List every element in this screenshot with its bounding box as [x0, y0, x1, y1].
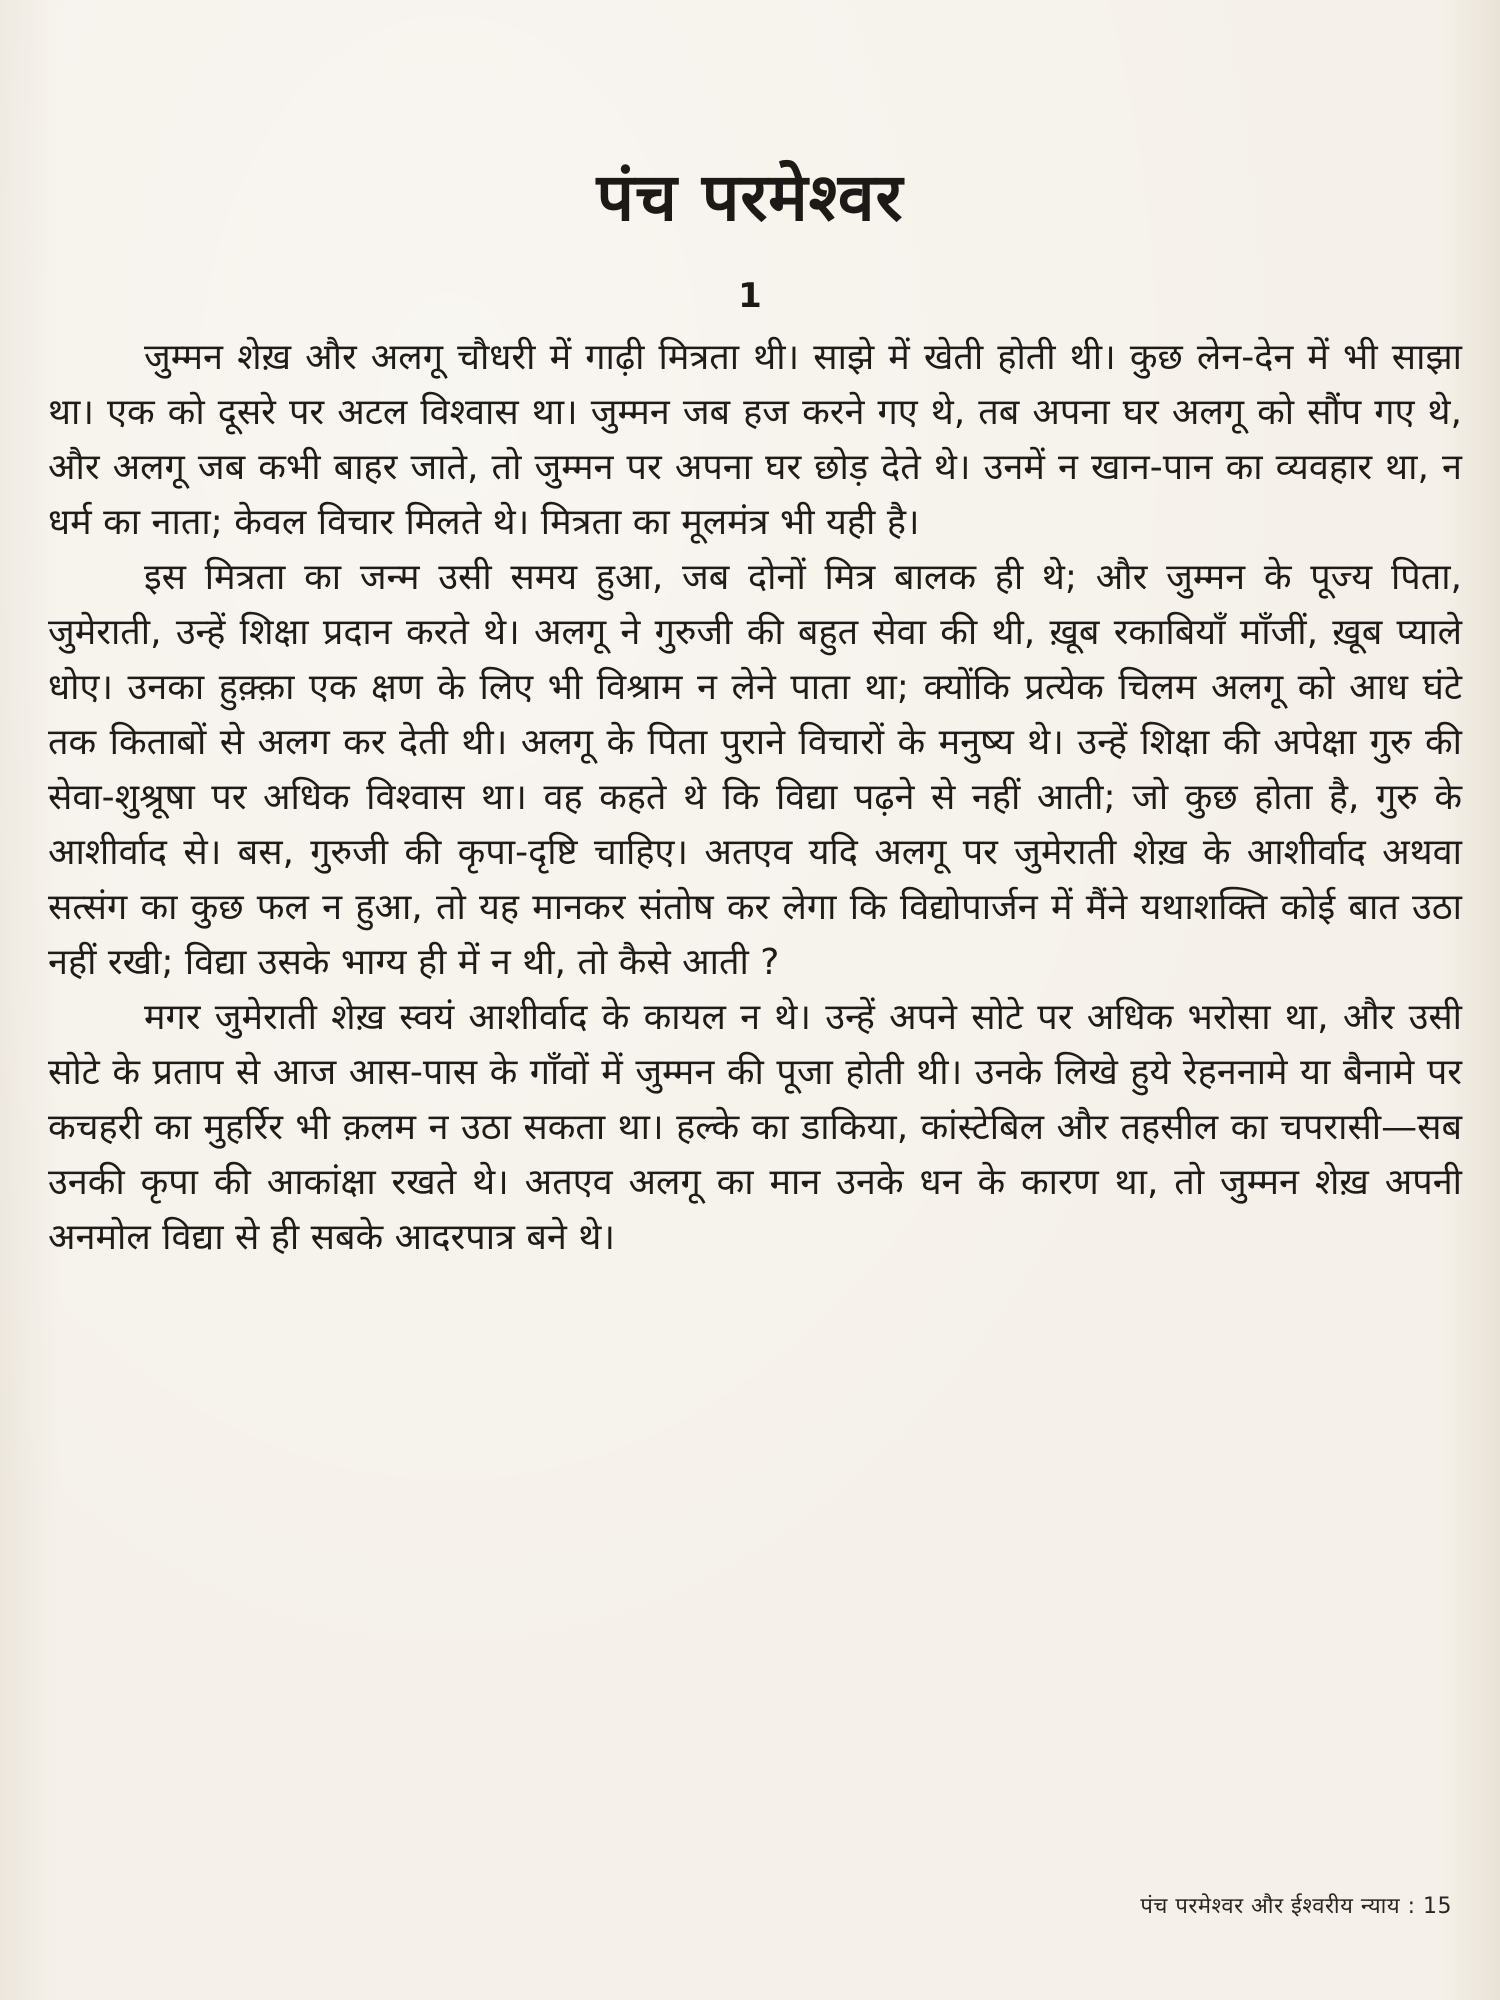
page-title: पंच परमेश्वर: [596, 159, 904, 236]
paragraph-3: मगर जुमेराती शेख़ स्वयं आशीर्वाद के कायल न थे। उन्हें अपने सोटे पर अधिक भरोसा था, और उसी सोटे के प्रताप से आज आस-पास के गाँवों में जुम्मन की पूजा होती थी। उनके लिखे हुये रेहननामे या बैनामे पर कचहरी का मुहर्रिर भी क़लम न उठा सकता था। हल्के का डाकिया, कांस्टेबिल और तहसील का चपरासी—सब उनकी कृपा की आकांक्षा रखते थे। अतएव अलगू का मान उनके धन के कारण था, तो जुम्मन शेख़ अपनी अनमोल विद्या से ही सबके आदरपात्र बने थे।: [48, 997, 1462, 1258]
chapter-number: 1: [738, 276, 762, 316]
page-footer: पंच परमेश्वर और ईश्वरीय न्याय : 15: [1140, 1894, 1452, 1919]
paragraph-2: इस मित्रता का जन्म उसी समय हुआ, जब दोनों मित्र बालक ही थे; और जुम्मन के पूज्य पिता, जुमेराती, उन्हें शिक्षा प्रदान करते थे। अलगू ने गुरुजी की बहुत सेवा की थी, ख़ूब रकाबियाँ माँजीं, ख़ूब प्याले धोए। उनका हुक़्क़ा एक क्षण के लिए भी विश्राम न लेने पाता था; क्योंकि प्रत्येक चिलम अलगू को आध घंटे तक किताबों से अलग कर देती थी। अलगू के पिता पुराने विचारों के मनुष्य थे। उन्हें शिक्षा की अपेक्षा गुरु की सेवा-शुश्रूषा पर अधिक विश्वास था। वह कहते थे कि विद्या पढ़ने से नहीं आती; जो कुछ होता है, गुरु के आशीर्वाद से। बस, गुरुजी की कृपा-दृष्टि चाहिए। अतएव यदि अलगू पर जुमेराती शेख़ के आशीर्वाद अथवा सत्संग का कुछ फल न हुआ, तो यह मानकर संतोष कर लेगा कि विद्योपार्जन में मैंने यथाशक्ति कोई बात उठा नहीं रखी; विद्या उसके भाग्य ही में न थी, तो कैसे आती ?: [48, 557, 1462, 983]
body-text: [48, 330, 1462, 1265]
paragraph-1: जुम्मन शेख़ और अलगू चौधरी में गाढ़ी मित्रता थी। साझे में खेती होती थी। कुछ लेन-देन में भी साझा था। एक को दूसरे पर अटल विश्वास था। जुम्मन जब हज करने गए थे, तब अपना घर अलगू को सौंप गए थे, और अलगू जब कभी बाहर जाते, तो जुम्मन पर अपना घर छोड़ देते थे। उनमें न खान-पान का व्यवहार था, न धर्म का नाता; केवल विचार मिलते थे। मित्रता का मूलमंत्र भी यही है।: [48, 337, 1462, 543]
